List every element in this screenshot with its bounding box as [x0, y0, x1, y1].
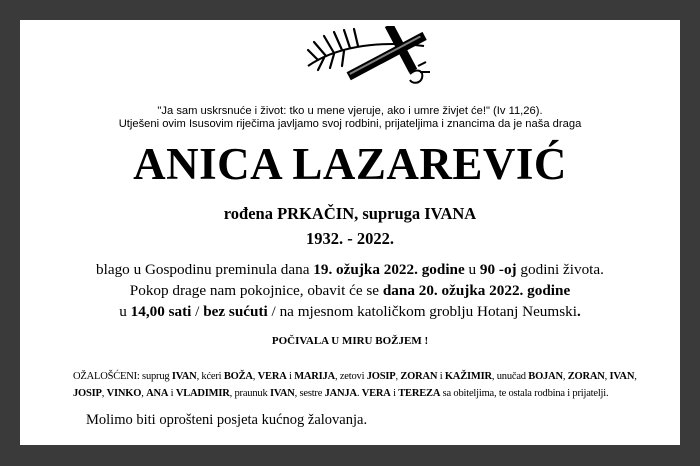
mourner-text: , unučad [491, 371, 529, 382]
mourner-text: , [141, 388, 147, 399]
text: u [464, 261, 480, 278]
no-condolences: bez sućuti [203, 303, 268, 320]
mourner-name: JOSIP [73, 388, 102, 399]
funeral-details [20, 259, 680, 322]
mourner-text: , [634, 371, 637, 382]
funeral-time: 14,00 sati [130, 303, 192, 320]
bible-quote: "Ja sam uskrsnuće i život: tko u mene vjeruje, ako i umre živjet će!" (Iv 11,26). [157, 105, 543, 117]
mourner-name: VERA [257, 371, 287, 382]
mourner-name: VERA [361, 388, 391, 399]
text: u [119, 303, 131, 320]
mourner-name: ZORAN [400, 371, 438, 382]
mourner-name: JOSIP [366, 371, 396, 382]
mourner-text: i [168, 388, 176, 399]
text: blago u Gospodinu preminula dana [96, 261, 314, 278]
text: . [576, 303, 581, 320]
mourner-name: JANJA [324, 388, 357, 399]
mourner-name: VLADIMIR [175, 388, 230, 399]
mourner-text: i [286, 371, 295, 382]
mourner-name: IVAN [269, 388, 295, 399]
mourner-name: MARIJA [294, 371, 335, 382]
details-line-2 [20, 280, 680, 301]
bible-quote-block [20, 105, 680, 131]
mourner-text: , [252, 371, 258, 382]
mourners-line-1 [73, 368, 673, 385]
apology-note: Molimo biti oprošteni posjeta kućnog žalovanja. [86, 412, 368, 428]
funeral-date: dana 20. ožujka 2022. godine [382, 282, 571, 299]
mourner-name: TEREZA [398, 388, 441, 399]
details-line-3 [20, 301, 680, 322]
mourners-line-2 [73, 385, 673, 402]
rest-in-peace: POČIVALA U MIRU BOŽJEM ! [271, 335, 429, 347]
mourner-text: , praunuk [229, 388, 270, 399]
mourner-name: KAŽIMIR [444, 371, 492, 382]
mourner-text: , kćeri [196, 371, 224, 382]
announcement-intro: Utješeni ovim Isusovim riječima javljamo svoj rodbini, prijateljima i znancima da je naša draga [118, 118, 582, 130]
mourner-text: , [604, 371, 610, 382]
mourner-text: , sestre [294, 388, 325, 399]
mourner-name: ZORAN [567, 371, 605, 382]
text: Pokop drage nam pokojnice, obavit će se [129, 282, 383, 299]
mourner-name: IVAN [171, 371, 197, 382]
death-date: 19. ožujka 2022. godine [313, 261, 465, 278]
mourner-name: IVAN [609, 371, 635, 382]
text: / [191, 303, 204, 320]
maiden-name-spouse: rođena PRKAČIN, supruga IVANA [223, 204, 477, 223]
life-years: 1932. - 2022. [306, 229, 394, 248]
mourner-text: i [437, 371, 445, 382]
mourner-name: ANA [146, 388, 169, 399]
cross-with-palm-branch-icon [304, 26, 436, 86]
mourner-name: VINKO [106, 388, 142, 399]
mourner-text: i [390, 388, 399, 399]
mourner-text: , [395, 371, 401, 382]
obituary-notice [20, 20, 680, 445]
cemetery: / na mjesnom katoličkom groblju Hotanj Neumski [267, 303, 577, 320]
text: godini života. [516, 261, 604, 278]
mourners-list [73, 368, 673, 402]
details-line-1 [20, 259, 680, 280]
mourner-name: BOJAN [528, 371, 563, 382]
mourner-text: , [562, 371, 568, 382]
mourner-text: sa obiteljima, te ostala rodbina i prijatelji. [440, 388, 609, 399]
mourner-text: . [356, 388, 362, 399]
mourner-text: , [101, 388, 107, 399]
mourner-text: OŽALOŠĆENI: suprug [73, 371, 172, 382]
deceased-name: ANICA LAZAREVIĆ [133, 139, 567, 189]
age: 90 -oj [479, 261, 517, 278]
mourner-name: BOŽA [223, 371, 253, 382]
mourner-text: , zetovi [334, 371, 367, 382]
